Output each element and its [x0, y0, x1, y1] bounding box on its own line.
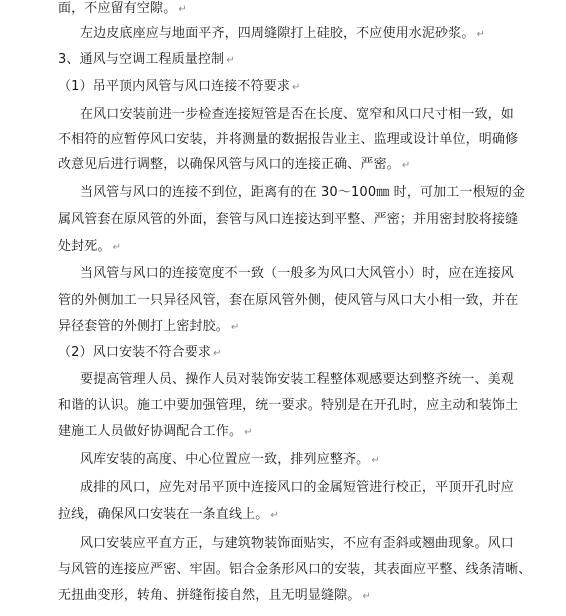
text-line: 管的外侧加工一只异径风管，套在原风管外侧，使风管与风口大小相一致，并在: [58, 293, 519, 308]
text-line: 要提高管理人员、操作人员对装饰安装工程整体观感要达到整齐统一、美观: [80, 372, 514, 387]
text-line: 当风管与风口的连接不到位，距离有的在 30～100㎜ 时，可加工一根短的金: [80, 185, 526, 200]
subsection-heading: （2）风口安装不符合要求 ↵: [58, 345, 222, 360]
text-line: 建施工人员做好协调配合工作。 ↵: [58, 424, 253, 439]
text-line: 无扭曲变形，转角、拼缝衔接自然，且无明显缝隙。 ↵: [58, 588, 371, 603]
text-line: 改意见后进行调整，以确保风管与风口的连接正确、严密。 ↵: [58, 157, 411, 172]
paragraph-mark-icon: ↵: [244, 427, 253, 438]
paragraph-mark-icon: ↵: [371, 455, 380, 466]
text-line: 异径套管的外侧打上密封胶。 ↵: [58, 319, 240, 334]
paragraph-mark-icon: ↵: [401, 160, 411, 171]
text-line: 和谐的认识。施工中要加强管理，统一要求。特别是在开孔时，应主动和装饰土: [58, 398, 519, 413]
text-line: 左边皮底座应与地面平齐，四周缝隙打上硅胶，不应使用水泥砂浆。 ↵: [80, 26, 486, 41]
text-line: 风库安装的高度、中心位置应一致，排列应整齐。 ↵: [80, 452, 380, 467]
text-line: 风口安装应平直方正，与建筑物装饰面贴实，不应有歪斜或翘曲现象。风口: [80, 536, 514, 551]
paragraph-mark-icon: ↵: [270, 510, 279, 521]
paragraph-mark-icon: ↵: [362, 591, 371, 602]
text-line: 面，不应留有空隙。 ↵: [58, 1, 187, 16]
paragraph-mark-icon: ↵: [476, 29, 486, 40]
text-line: 不相符的应暂停风口安装，并将测量的数据报告业主、监理或设计单位，明确修: [58, 132, 519, 147]
text-line: 处封死。 ↵: [58, 239, 122, 254]
text-line: 在风口安装前进一步检查连接短管是否在长度、宽窄和风口尺寸相一致，如: [80, 107, 514, 122]
text-line: 属风管套在原风管的外面，套管与风口连接达到平整、严密；并用密封胶将接缝: [58, 212, 519, 227]
text-line: 成排的风口，应先对吊平顶中连接风口的金属短管进行校正，平顶开孔时应: [80, 480, 514, 495]
paragraph-mark-icon: ↵: [213, 348, 222, 359]
paragraph-mark-icon: ↵: [178, 4, 187, 15]
paragraph-mark-icon: ↵: [226, 55, 235, 66]
paragraph-mark-icon: ↵: [291, 82, 301, 93]
section-heading: 3、通风与空调工程质量控制 ↵: [58, 52, 235, 67]
paragraph-mark-icon: ↵: [112, 242, 122, 253]
text-line: 当风管与风口的连接宽度不一致（一般多为风口大风管小）时，应在连接风: [80, 266, 514, 281]
paragraph-mark-icon: ↵: [230, 322, 240, 333]
subsection-heading: （1）吊平顶内风管与风口连接不符要求 ↵: [58, 79, 301, 94]
text-line: 拉线，确保风口安装在一条直线上。 ↵: [58, 507, 279, 522]
text-line: 与风管的连接应严密、牢固。铝合金条形风口的安装，其表面应平整、线条清晰、: [58, 562, 532, 577]
